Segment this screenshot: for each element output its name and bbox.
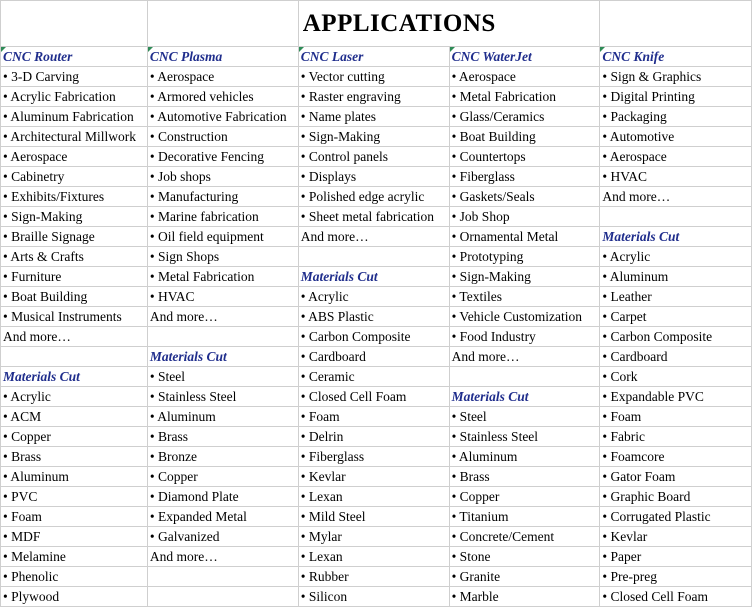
materials-header[interactable]: Materials Cut [298,267,449,287]
sheet-cell[interactable]: • Fiberglass [298,447,449,467]
sheet-row [1,367,752,387]
sheet-cell[interactable]: • Marine fabrication [147,207,298,227]
column-header[interactable]: CNC Plasma [147,47,298,67]
sheet-cell[interactable]: • Cork [600,367,752,387]
sheet-cell[interactable]: • Vehicle Customization [449,307,600,327]
sheet-cell[interactable]: • Aerospace [147,67,298,87]
sheet-cell[interactable]: • Ornamental Metal [449,227,600,247]
sheet-cell[interactable]: • Packaging [600,107,752,127]
sheet-cell[interactable]: • Boat Building [1,287,148,307]
sheet-cell[interactable]: • Stainless Steel [449,427,600,447]
sheet-cell[interactable]: • Acrylic [298,287,449,307]
sheet-cell[interactable]: • PVC [1,487,148,507]
sheet-row [1,407,752,427]
sheet-cell[interactable]: • Copper [449,487,600,507]
sheet-cell[interactable]: • Plywood [1,587,148,607]
sheet-cell[interactable]: • Sheet metal fabrication [298,207,449,227]
sheet-row [1,247,752,267]
sheet-row [1,487,752,507]
title-cell-blank-b[interactable] [147,1,298,47]
sheet-cell[interactable]: • Foamcore [600,447,752,467]
sheet-cell[interactable]: • Furniture [1,267,148,287]
sheet-cell[interactable]: • Displays [298,167,449,187]
sheet-cell[interactable]: • Steel [147,367,298,387]
title-cell-blank-c[interactable] [600,1,752,47]
sheet-cell[interactable]: • Pre-preg [600,567,752,587]
sheet-cell[interactable]: • Metal Fabrication [449,87,600,107]
sheet-row [1,47,752,67]
sheet-row [1,447,752,467]
sheet-cell[interactable]: • Boat Building [449,127,600,147]
sheet-row [1,547,752,567]
sheet-cell[interactable]: • Sign & Graphics [600,67,752,87]
sheet-cell[interactable]: • Melamine [1,547,148,567]
sheet-cell[interactable]: • Acrylic [600,247,752,267]
sheet-cell[interactable]: • Exhibits/Fixtures [1,187,148,207]
sheet-cell[interactable]: • Galvanized [147,527,298,547]
sheet-cell[interactable]: • Textiles [449,287,600,307]
sheet-cell[interactable]: • Fabric [600,427,752,447]
sheet-cell[interactable]: • Prototyping [449,247,600,267]
sheet-cell[interactable]: • ACM [1,407,148,427]
sheet-cell[interactable]: • Brass [449,467,600,487]
sheet-row [1,167,752,187]
sheet-row [1,127,752,147]
sheet-cell[interactable]: And more… [1,327,148,347]
sheet-body [1,1,752,607]
sheet-cell[interactable]: • Graphic Board [600,487,752,507]
sheet-cell[interactable]: • Titanium [449,507,600,527]
materials-header[interactable]: Materials Cut [449,387,600,407]
sheet-cell[interactable]: • Foam [600,407,752,427]
sheet-cell[interactable]: • Carbon Composite [600,327,752,347]
sheet-cell[interactable]: • Sign-Making [298,127,449,147]
sheet-row [1,567,752,587]
sheet-cell[interactable]: • Cardboard [298,347,449,367]
sheet-cell[interactable]: • Leather [600,287,752,307]
materials-header[interactable]: Materials Cut [600,227,752,247]
title-row [1,1,752,47]
sheet-row [1,87,752,107]
sheet-cell[interactable]: • Ceramic [298,367,449,387]
sheet-row [1,307,752,327]
sheet-cell[interactable]: • Acrylic [1,387,148,407]
sheet-cell[interactable]: • Marble [449,587,600,607]
sheet-cell[interactable]: • Construction [147,127,298,147]
sheet-cell[interactable]: • Metal Fabrication [147,267,298,287]
sheet-row [1,527,752,547]
sheet-cell[interactable]: • Foam [1,507,148,527]
sheet-cell[interactable]: • Copper [147,467,298,487]
sheet-cell[interactable]: • Mild Steel [298,507,449,527]
column-header[interactable]: CNC WaterJet [449,47,600,67]
sheet-cell[interactable]: And more… [298,227,449,247]
sheet-cell[interactable]: • Arts & Crafts [1,247,148,267]
sheet-row [1,327,752,347]
sheet-cell[interactable]: And more… [449,347,600,367]
sheet-cell[interactable]: And more… [600,187,752,207]
sheet-cell[interactable]: • Automotive [600,127,752,147]
sheet-cell[interactable]: • Brass [147,427,298,447]
sheet-cell[interactable]: • Closed Cell Foam [600,587,752,607]
sheet-cell[interactable]: • Polished edge acrylic [298,187,449,207]
sheet-cell[interactable]: • Kevlar [298,467,449,487]
sheet-row [1,427,752,447]
sheet-cell[interactable]: • Silicon [298,587,449,607]
sheet-cell[interactable]: • Digital Printing [600,87,752,107]
sheet-cell[interactable]: • Braille Signage [1,227,148,247]
sheet-row [1,507,752,527]
sheet-cell[interactable]: • Sign Shops [147,247,298,267]
sheet-cell[interactable]: • Lexan [298,547,449,567]
sheet-cell[interactable]: • Countertops [449,147,600,167]
sheet-cell[interactable]: • Carbon Composite [298,327,449,347]
sheet-cell[interactable]: • Automotive Fabrication [147,107,298,127]
sheet-cell[interactable]: • Aluminum [449,447,600,467]
sheet-cell[interactable]: • Foam [298,407,449,427]
sheet-cell[interactable]: • Granite [449,567,600,587]
column-header[interactable]: CNC Knife [600,47,752,67]
sheet-cell[interactable]: • Paper [600,547,752,567]
page-title: APPLICATIONS [298,1,600,47]
sheet-cell[interactable]: • MDF [1,527,148,547]
sheet-cell[interactable]: • Food Industry [449,327,600,347]
sheet-cell[interactable]: • Aerospace [600,147,752,167]
sheet-cell[interactable]: • Copper [1,427,148,447]
sheet-cell[interactable]: • Sign-Making [449,267,600,287]
sheet-cell[interactable]: • Decorative Fencing [147,147,298,167]
column-header[interactable]: CNC Router [1,47,148,67]
sheet-cell[interactable] [600,207,752,227]
sheet-cell[interactable]: • Expanded Metal [147,507,298,527]
sheet-cell[interactable]: • ABS Plastic [298,307,449,327]
sheet-cell[interactable]: • Gaskets/Seals [449,187,600,207]
sheet-cell[interactable]: • Steel [449,407,600,427]
sheet-cell[interactable] [298,247,449,267]
sheet-cell[interactable]: • Raster engraving [298,87,449,107]
sheet-cell[interactable]: • HVAC [600,167,752,187]
sheet-cell[interactable]: • Aluminum [600,267,752,287]
sheet-cell[interactable]: • Brass [1,447,148,467]
sheet-row [1,587,752,607]
sheet-cell[interactable] [147,327,298,347]
sheet-cell[interactable]: • Vector cutting [298,67,449,87]
sheet-cell[interactable] [449,367,600,387]
sheet-cell[interactable]: • Oil field equipment [147,227,298,247]
sheet-cell[interactable]: • Manufacturing [147,187,298,207]
sheet-cell[interactable]: • Job shops [147,167,298,187]
sheet-cell[interactable]: • Carpet [600,307,752,327]
sheet-cell[interactable]: • Cardboard [600,347,752,367]
sheet-cell[interactable]: • Architectural Millwork [1,127,148,147]
sheet-cell[interactable]: • Bronze [147,447,298,467]
sheet-row [1,147,752,167]
sheet-cell[interactable]: • Fiberglass [449,167,600,187]
sheet-cell[interactable]: • Lexan [298,487,449,507]
sheet-cell[interactable]: • HVAC [147,287,298,307]
materials-header[interactable]: Materials Cut [1,367,148,387]
sheet-cell[interactable]: • Armored vehicles [147,87,298,107]
sheet-row [1,207,752,227]
sheet-cell[interactable]: • Mylar [298,527,449,547]
sheet-cell[interactable]: • 3-D Carving [1,67,148,87]
sheet-cell[interactable]: • Diamond Plate [147,487,298,507]
sheet-cell[interactable]: • Cabinetry [1,167,148,187]
sheet-cell[interactable]: • Control panels [298,147,449,167]
sheet-cell[interactable]: • Gator Foam [600,467,752,487]
sheet-cell[interactable]: • Acrylic Fabrication [1,87,148,107]
sheet-cell[interactable]: • Glass/Ceramics [449,107,600,127]
sheet-cell[interactable]: • Kevlar [600,527,752,547]
sheet-cell[interactable]: • Stainless Steel [147,387,298,407]
sheet-cell[interactable]: • Aerospace [449,67,600,87]
sheet-cell[interactable]: • Sign-Making [1,207,148,227]
sheet-row [1,227,752,247]
sheet-cell[interactable]: • Name plates [298,107,449,127]
sheet-cell[interactable] [147,567,298,587]
sheet-cell[interactable]: • Musical Instruments [1,307,148,327]
sheet-cell[interactable]: And more… [147,547,298,567]
sheet-row [1,467,752,487]
sheet-cell[interactable]: • Delrin [298,427,449,447]
sheet-row [1,67,752,87]
sheet-cell[interactable]: • Rubber [298,567,449,587]
sheet-row [1,387,752,407]
sheet-cell[interactable]: • Expandable PVC [600,387,752,407]
sheet-cell[interactable]: • Stone [449,547,600,567]
sheet-cell[interactable]: • Aerospace [1,147,148,167]
sheet-row [1,287,752,307]
sheet-cell[interactable] [1,347,148,367]
sheet-cell[interactable] [147,587,298,607]
materials-header[interactable]: Materials Cut [147,347,298,367]
column-header[interactable]: CNC Laser [298,47,449,67]
sheet-cell[interactable]: • Corrugated Plastic [600,507,752,527]
sheet-cell[interactable]: • Aluminum [147,407,298,427]
sheet-row [1,267,752,287]
sheet-cell[interactable]: • Aluminum Fabrication [1,107,148,127]
sheet-row [1,347,752,367]
sheet-cell[interactable]: • Closed Cell Foam [298,387,449,407]
sheet-cell[interactable]: And more… [147,307,298,327]
sheet-row [1,187,752,207]
sheet-row [1,107,752,127]
sheet-cell[interactable]: • Phenolic [1,567,148,587]
sheet-cell[interactable]: • Concrete/Cement [449,527,600,547]
title-cell-blank-a[interactable] [1,1,148,47]
sheet-cell[interactable]: • Aluminum [1,467,148,487]
sheet-cell[interactable]: • Job Shop [449,207,600,227]
